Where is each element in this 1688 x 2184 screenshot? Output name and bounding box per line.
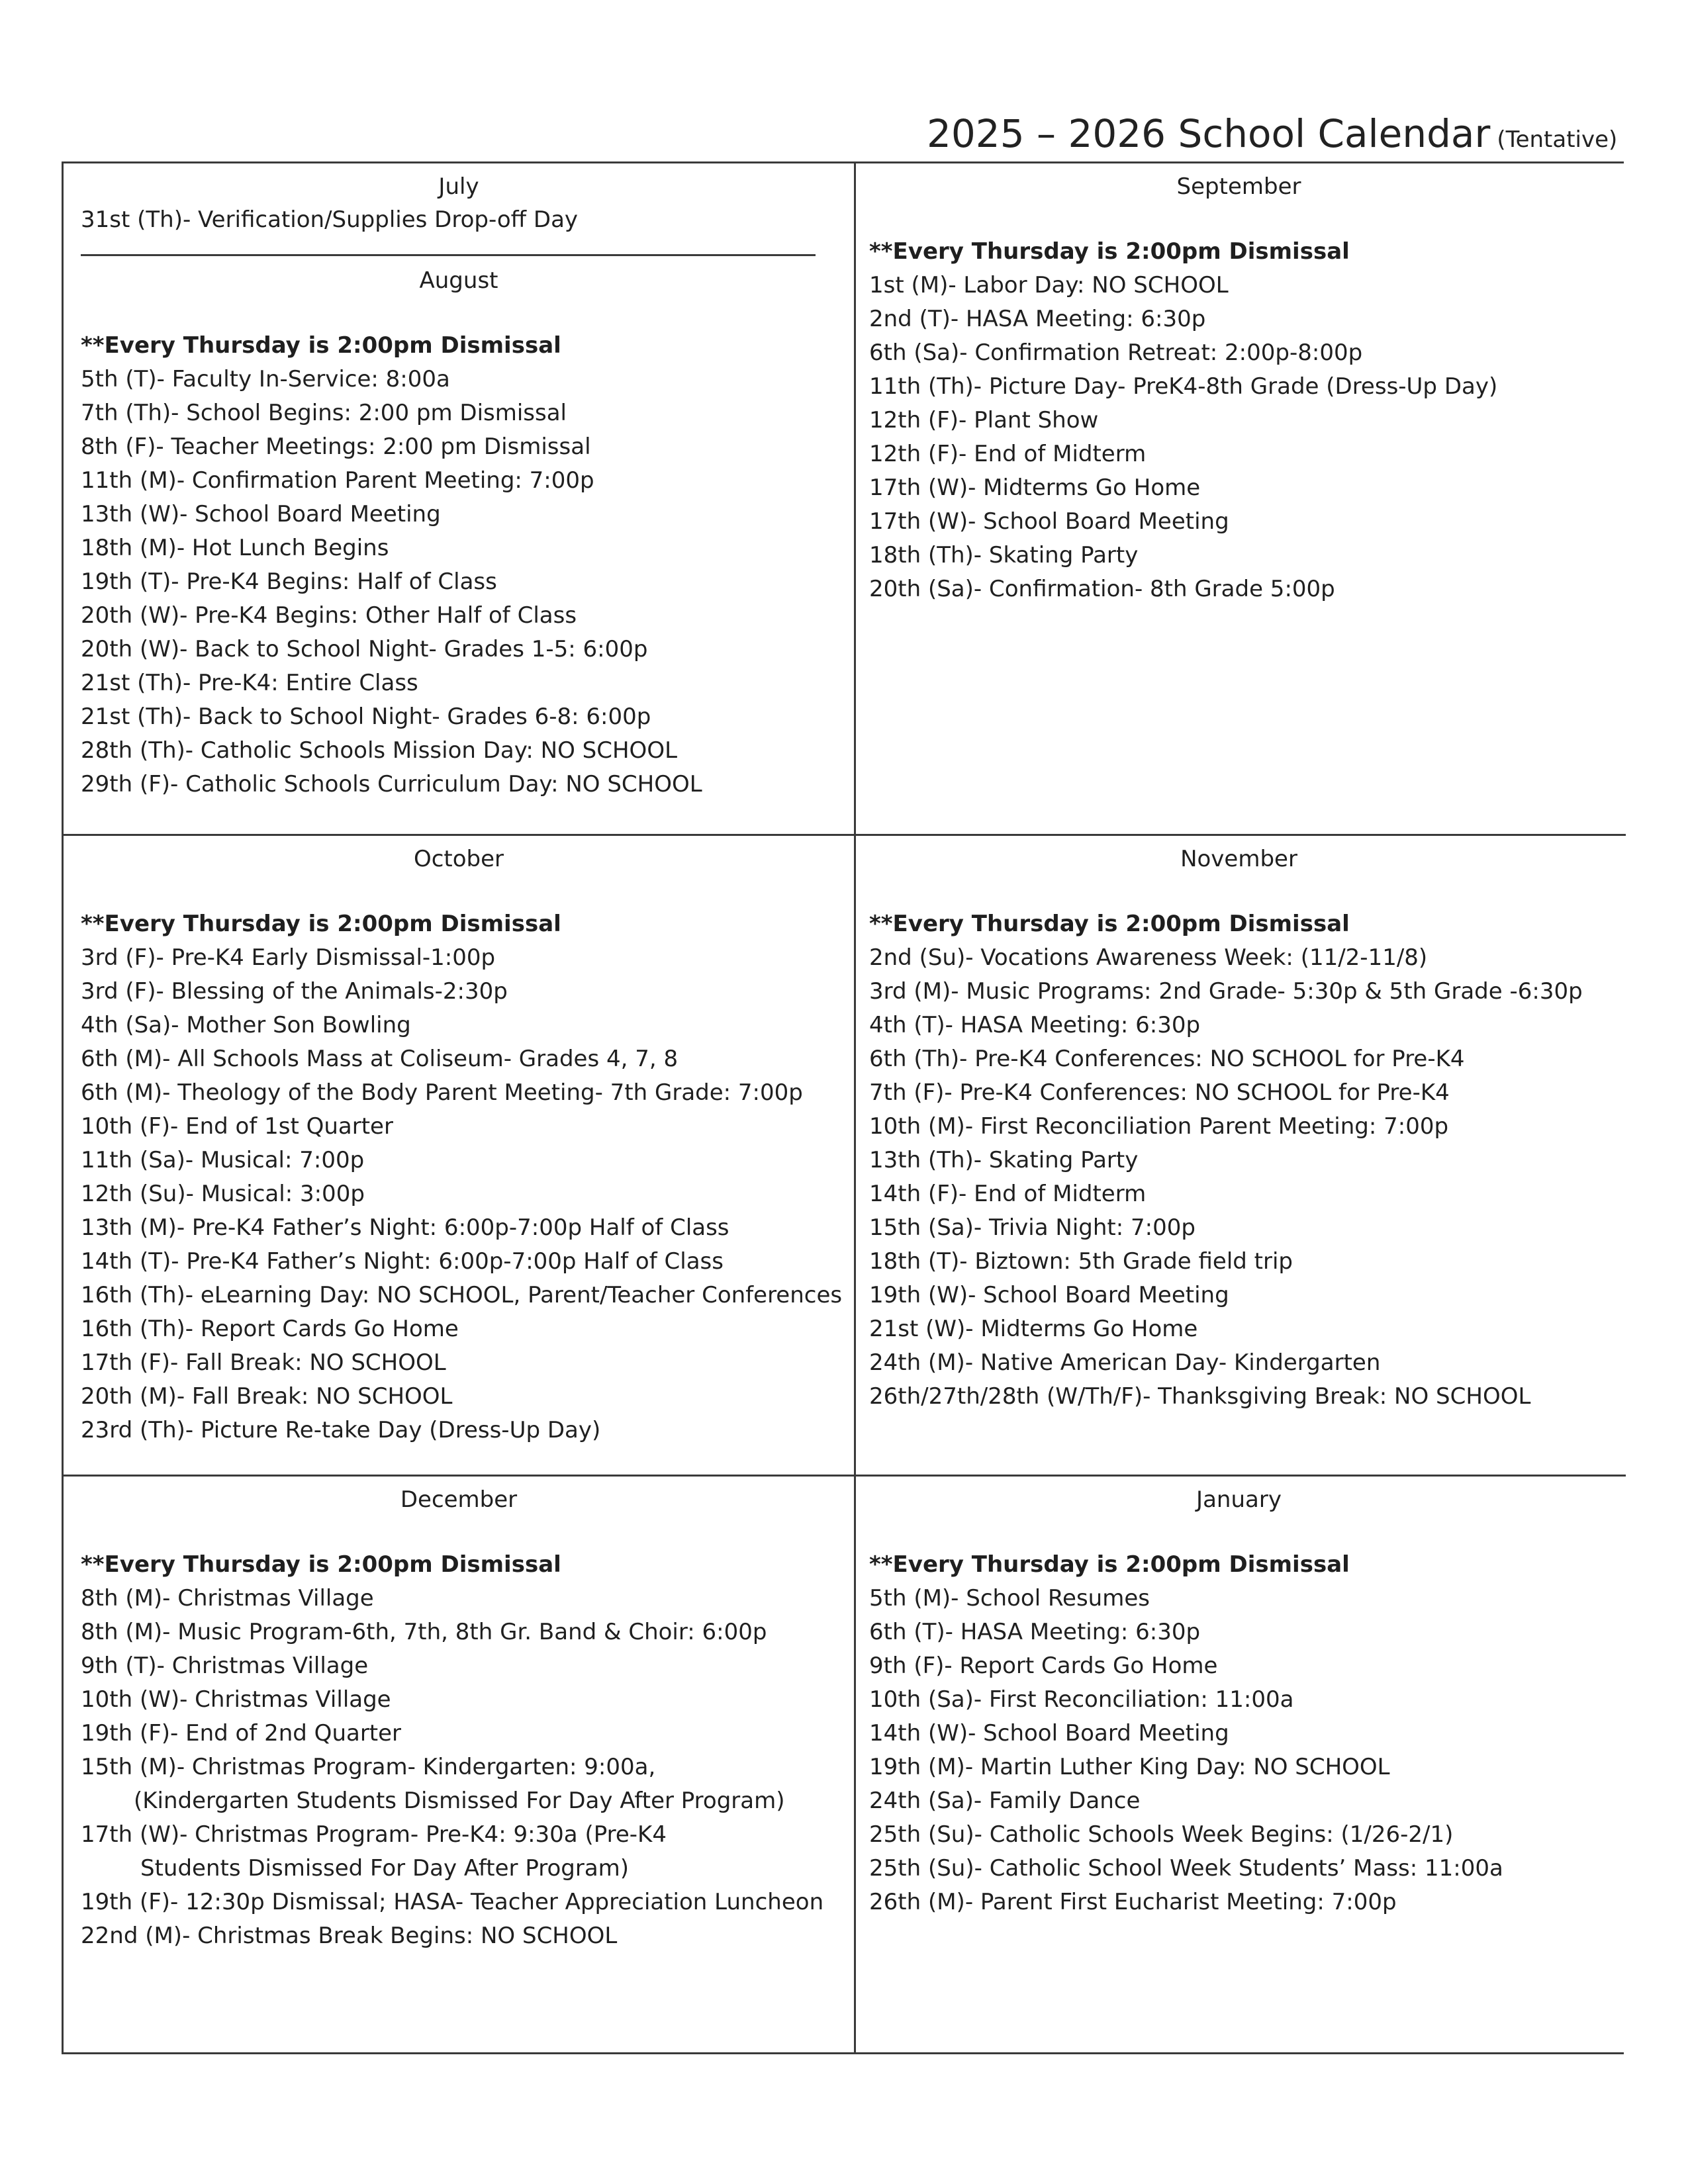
event-item: 3rd (F)- Pre-K4 Early Dismissal-1:00p: [81, 944, 496, 971]
event-item: 29th (F)- Catholic Schools Curriculum Day: NO SCHOOL: [81, 771, 702, 797]
event-item: 9th (F)- Report Cards Go Home: [869, 1653, 1218, 1679]
january-event-list: [869, 1582, 1626, 1919]
cell-november: [856, 834, 1626, 1475]
dismissal-note: **Every Thursday is 2:00pm Dismissal: [81, 911, 561, 937]
event-item: 13th (Th)- Skating Party: [869, 1147, 1139, 1173]
cell-october: [64, 834, 856, 1475]
dismissal-note: **Every Thursday is 2:00pm Dismissal: [81, 1551, 561, 1578]
event-item: 18th (M)- Hot Lunch Begins: [81, 535, 389, 561]
event-item: 5th (T)- Faculty In-Service: 8:00a: [81, 366, 450, 392]
event-item: 1st (M)- Labor Day: NO SCHOOL: [869, 272, 1229, 298]
event-text: 17th (W)- Christmas Program- Pre-K4: 9:30a (Pre-K4: [81, 1821, 667, 1848]
event-item: 7th (Th)- School Begins: 2:00 pm Dismissal: [81, 400, 567, 426]
event-item: 2nd (Su)- Vocations Awareness Week: (11/2-11/8): [869, 944, 1428, 971]
month-heading-october: October: [413, 846, 504, 872]
july-event-list: [81, 203, 854, 237]
event-item: 10th (Sa)- First Reconciliation: 11:00a: [869, 1686, 1294, 1713]
event-item: 11th (Sa)- Musical: 7:00p: [81, 1147, 365, 1173]
event-item: 28th (Th)- Catholic Schools Mission Day: NO SCHOOL: [81, 737, 678, 764]
month-heading-august: August: [419, 267, 498, 294]
event-item: 24th (M)- Native American Day- Kindergarten: [869, 1349, 1381, 1376]
dismissal-note: **Every Thursday is 2:00pm Dismissal: [869, 1551, 1350, 1578]
event-item: 5th (M)- School Resumes: [869, 1585, 1150, 1612]
event-item: 3rd (M)- Music Programs: 2nd Grade- 5:30p & 5th Grade -6:30p: [869, 978, 1583, 1005]
october-event-list: [81, 941, 854, 1447]
month-divider: [81, 254, 816, 256]
month-heading-november: November: [1180, 846, 1297, 872]
event-item: 24th (Sa)- Family Dance: [869, 1788, 1141, 1814]
event-item: 25th (Su)- Catholic School Week Students’ Mass: 11:00a: [869, 1855, 1503, 1882]
event-item: 4th (Sa)- Mother Son Bowling: [81, 1012, 411, 1038]
november-event-list: [869, 941, 1626, 1414]
event-item: 20th (Sa)- Confirmation- 8th Grade 5:00p: [869, 576, 1335, 602]
event-item: 8th (M)- Music Program-6th, 7th, 8th Gr. Band & Choir: 6:00p: [81, 1619, 767, 1645]
cell-july-august: [64, 163, 856, 834]
event-item: 6th (Th)- Pre-K4 Conferences: NO SCHOOL for Pre-K4: [869, 1046, 1465, 1072]
event-item: 19th (M)- Martin Luther King Day: NO SCHOOL: [869, 1754, 1390, 1780]
september-event-list: [869, 269, 1626, 606]
event-item: 14th (F)- End of Midterm: [869, 1181, 1147, 1207]
event-item: 15th (Sa)- Trivia Night: 7:00p: [869, 1214, 1196, 1241]
event-text: 15th (M)- Christmas Program- Kindergarten: 9:00a,: [81, 1754, 656, 1780]
month-heading-july: July: [438, 173, 479, 200]
event-item: 21st (Th)- Back to School Night- Grades 6-8: 6:00p: [81, 704, 651, 730]
event-item-multiline: [81, 1818, 854, 1886]
event-item: 21st (W)- Midterms Go Home: [869, 1316, 1198, 1342]
event-item: 23rd (Th)- Picture Re-take Day (Dress-Up Day): [81, 1417, 601, 1443]
event-item: 19th (F)- 12:30p Dismissal; HASA- Teacher Appreciation Luncheon: [81, 1889, 824, 1915]
event-item: 18th (T)- Biztown: 5th Grade field trip: [869, 1248, 1293, 1275]
event-item: 16th (Th)- Report Cards Go Home: [81, 1316, 459, 1342]
event-item: 14th (T)- Pre-K4 Father’s Night: 6:00p-7:00p Half of Class: [81, 1248, 724, 1275]
event-item: 4th (T)- HASA Meeting: 6:30p: [869, 1012, 1201, 1038]
event-item: 22nd (M)- Christmas Break Begins: NO SCHOOL: [81, 1923, 618, 1949]
event-item: 21st (Th)- Pre-K4: Entire Class: [81, 670, 418, 696]
cell-january: [856, 1475, 1626, 2054]
cell-december: [64, 1475, 856, 2054]
event-continuation: Students Dismissed For Day After Program): [140, 1855, 630, 1882]
event-item: 19th (F)- End of 2nd Quarter: [81, 1720, 402, 1747]
event-item: 17th (W)- School Board Meeting: [869, 508, 1229, 535]
calendar-header: [927, 111, 1617, 156]
event-item: 26th (M)- Parent First Eucharist Meeting: 7:00p: [869, 1889, 1397, 1915]
event-item: 6th (T)- HASA Meeting: 6:30p: [869, 1619, 1201, 1645]
event-item: 7th (F)- Pre-K4 Conferences: NO SCHOOL for Pre-K4: [869, 1079, 1450, 1106]
month-heading-december: December: [400, 1486, 518, 1513]
event-item: 20th (W)- Back to School Night- Grades 1-5: 6:00p: [81, 636, 648, 662]
event-item: 10th (F)- End of 1st Quarter: [81, 1113, 393, 1140]
event-item: 20th (W)- Pre-K4 Begins: Other Half of Class: [81, 602, 577, 629]
event-item-multiline: [81, 1751, 854, 1818]
cell-september: [856, 163, 1626, 834]
event-item: 17th (W)- Midterms Go Home: [869, 475, 1201, 501]
dismissal-note: **Every Thursday is 2:00pm Dismissal: [81, 332, 561, 359]
dismissal-note: **Every Thursday is 2:00pm Dismissal: [869, 238, 1350, 265]
event-item: 12th (F)- End of Midterm: [869, 441, 1147, 467]
event-item: 6th (M)- Theology of the Body Parent Meeting- 7th Grade: 7:00p: [81, 1079, 803, 1106]
month-heading-january: January: [1196, 1486, 1282, 1513]
event-continuation: (Kindergarten Students Dismissed For Day After Program): [134, 1788, 785, 1814]
event-item: 3rd (F)- Blessing of the Animals-2:30p: [81, 978, 508, 1005]
event-item: 18th (Th)- Skating Party: [869, 542, 1139, 569]
event-item: 11th (M)- Confirmation Parent Meeting: 7:00p: [81, 467, 594, 494]
event-item: 14th (W)- School Board Meeting: [869, 1720, 1229, 1747]
event-item: 19th (W)- School Board Meeting: [869, 1282, 1229, 1308]
event-item: 6th (Sa)- Confirmation Retreat: 2:00p-8:00p: [869, 340, 1363, 366]
event-item: 9th (T)- Christmas Village: [81, 1653, 369, 1679]
event-item: 19th (T)- Pre-K4 Begins: Half of Class: [81, 569, 497, 595]
event-item: 13th (W)- School Board Meeting: [81, 501, 441, 527]
calendar-grid: [62, 161, 1624, 2054]
event-item: 2nd (T)- HASA Meeting: 6:30p: [869, 306, 1206, 332]
event-item: 12th (Su)- Musical: 3:00p: [81, 1181, 365, 1207]
december-event-list: [81, 1582, 854, 1953]
calendar-subtitle: (Tentative): [1497, 126, 1618, 153]
august-event-list: [81, 363, 854, 801]
event-item: 17th (F)- Fall Break: NO SCHOOL: [81, 1349, 446, 1376]
event-item: 25th (Su)- Catholic Schools Week Begins: (1/26-2/1): [869, 1821, 1454, 1848]
event-item: 11th (Th)- Picture Day- PreK4-8th Grade (Dress-Up Day): [869, 373, 1498, 400]
event-item: 6th (M)- All Schools Mass at Coliseum- Grades 4, 7, 8: [81, 1046, 679, 1072]
dismissal-note: **Every Thursday is 2:00pm Dismissal: [869, 911, 1350, 937]
event-item: 26th/27th/28th (W/Th/F)- Thanksgiving Break: NO SCHOOL: [869, 1383, 1531, 1410]
event-item: 10th (W)- Christmas Village: [81, 1686, 391, 1713]
event-item: 12th (F)- Plant Show: [869, 407, 1099, 433]
event-item: 20th (M)- Fall Break: NO SCHOOL: [81, 1383, 453, 1410]
event-item: 13th (M)- Pre-K4 Father’s Night: 6:00p-7:00p Half of Class: [81, 1214, 729, 1241]
event-item: 8th (M)- Christmas Village: [81, 1585, 374, 1612]
event-item: 10th (M)- First Reconciliation Parent Meeting: 7:00p: [869, 1113, 1449, 1140]
month-heading-september: September: [1176, 173, 1301, 200]
event-item: 31st (Th)- Verification/Supplies Drop-off Day: [81, 206, 579, 233]
event-item: 16th (Th)- eLearning Day: NO SCHOOL, Parent/Teacher Conferences: [81, 1282, 843, 1308]
calendar-title: 2025 – 2026 School Calendar: [927, 111, 1491, 156]
event-item: 8th (F)- Teacher Meetings: 2:00 pm Dismissal: [81, 433, 591, 460]
